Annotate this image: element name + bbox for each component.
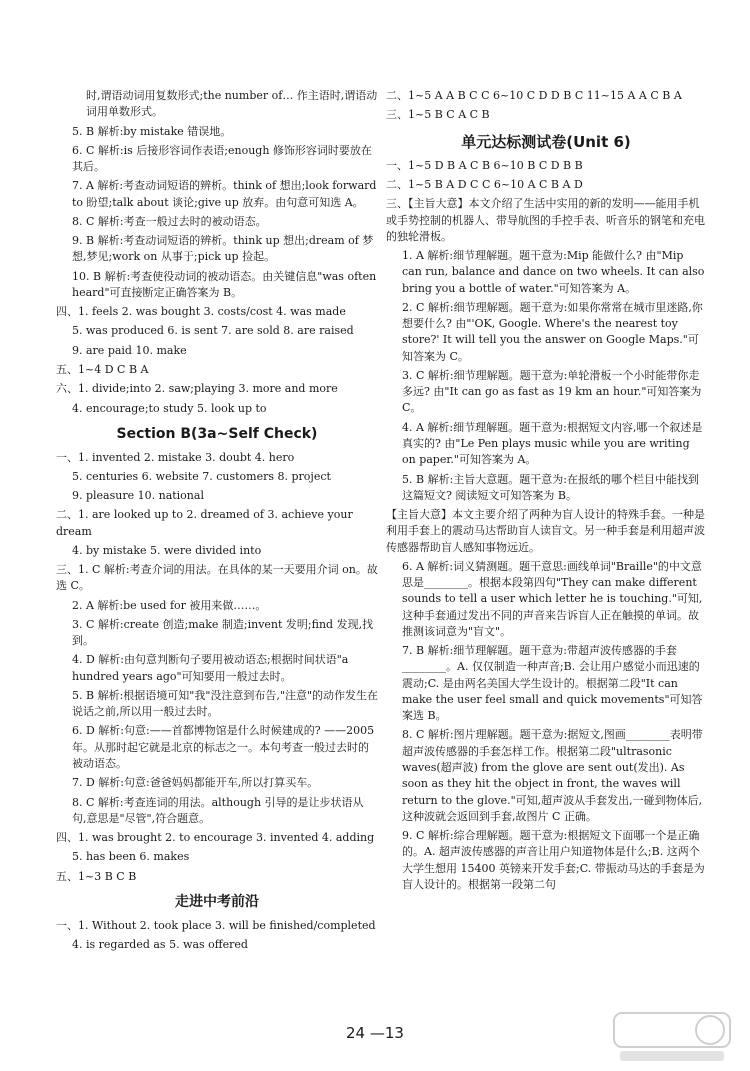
right-answer-line: 三、【主旨大意】本文介绍了生活中实用的新的发明——能用手机或手势控制的机器人、带导航图的手控手表、听音乐的钢笔和充电的独轮滑板。 bbox=[386, 197, 705, 243]
left-section-heading: 走进中考前沿 bbox=[175, 893, 259, 910]
right-answer-line: 三、1~5 B C A C B bbox=[386, 108, 490, 122]
right-answer-line: 8. C 解析:图片理解题。题干意为:据短文,图画________表明带超声波传感器的手套怎样工作。根据第二段"ultrasonic waves(超声波) from the glove are sent out(发出). As soon as they hit the object in front, the waves will return to the glove."可知,超声波从手套发出,一碰到物体后,这种波就会返回到手套,故图片 C 正确。 bbox=[402, 728, 703, 823]
right-answer-line: 二、1~5 A A B C C 6~10 C D D B C 11~15 A A C B A bbox=[386, 89, 682, 102]
left-answer-line: 一、1. invented 2. mistake 3. doubt 4. hero bbox=[56, 450, 295, 464]
page-number: 24 —13 bbox=[346, 1024, 404, 1042]
left-column bbox=[56, 88, 378, 956]
right-answer-line: 2. C 解析:细节理解题。题干意为:如果你常常在城市里迷路,你想要什么? 由"'OK, Google. Where's the nearest toy store?' It will tell you the answer on Google Maps."可知答案为 C。 bbox=[402, 300, 703, 363]
left-answer-line: 5. was produced 6. is sent 7. are sold 8. are raised bbox=[72, 324, 354, 338]
right-answer-line: 一、1~5 D B A C B 6~10 B C D B B bbox=[386, 158, 583, 172]
left-answer-line: 6. C 解析:is 后接形容词作表语;enough 修饰形容词时要放在其后。 bbox=[72, 143, 372, 174]
left-answer-line: 5. centuries 6. website 7. customers 8. project bbox=[72, 469, 331, 483]
left-answer-line: 10. B 解析:考查使役动词的被动语态。由关键信息"was often heard"可直接断定正确答案为 B。 bbox=[72, 269, 377, 299]
right-answer-line: 二、1~5 B A D C C 6~10 A C B A D bbox=[386, 177, 583, 191]
left-answer-line: 四、1. was brought 2. to encourage 3. invented 4. adding bbox=[56, 831, 375, 845]
right-column bbox=[386, 88, 706, 896]
right-answer-line: 5. B 解析:主旨大意题。题干意为:在报纸的哪个栏目中能找到这篇短文? 阅读短文可知答案为 B。 bbox=[402, 472, 699, 502]
left-answer-line: 二、1. are looked up to 2. dreamed of 3. achieve your dream bbox=[56, 508, 353, 538]
left-answer-line: 4. by mistake 5. were divided into bbox=[72, 543, 262, 557]
right-answer-line: 1. A 解析:细节理解题。题干意为:Mip 能做什么? 由"Mip can run, balance and dance on two wheels. It can also bring you a bottle of water."可知答案为 A。 bbox=[402, 249, 705, 295]
right-answer-line: 9. C 解析:综合理解题。题干意为:根据短文下面哪一个是正确的。A. 超声波传感器的声音让用户知道物体是什么;B. 这两个大学生想用 15400 英镑来开发手套;C. 带振动马达的手套是为盲人设计的。根据第一段第二句 bbox=[402, 829, 705, 891]
left-answer-line: 5. B 解析:by mistake 错误地。 bbox=[72, 124, 232, 138]
left-answer-line: 3. C 解析:create 创造;make 制造;invent 发明;find 发现,找到。 bbox=[72, 617, 374, 648]
left-answer-line: 5. B 解析:根据语境可知"我"没注意到布告,"注意"的动作发生在说话之前,所以用一般过去时。 bbox=[72, 688, 379, 719]
left-section-heading: Section B(3a~Self Check) bbox=[116, 425, 318, 442]
left-answer-line: 9. are paid 10. make bbox=[72, 343, 187, 357]
right-answer-line: 6. A 解析:词义猜测题。题干意思:画线单词"Braille"的中文意思是________。根据本段第四句"They can make different sounds to tell a user which letter he is touching."可知,这种手套通过发出不同的声音来告诉盲人正在触摸的单词。故推测该词意为"盲文"。 bbox=[402, 559, 703, 638]
left-answer-line: 五、1~4 D C B A bbox=[56, 362, 149, 376]
right-section-heading: 单元达标测试卷(Unit 6) bbox=[461, 132, 631, 151]
left-answer-line: 8. C 解析:考查一般过去时的被动语态。 bbox=[72, 214, 267, 228]
left-answer-line: 7. A 解析:考查动词短语的辨析。think of 想出;look forward to 盼望;talk about 谈论;give up 放弃。由句意可知选 A。 bbox=[72, 179, 377, 209]
left-answer-line: 三、1. C 解析:考查介词的用法。在具体的某一天要用介词 on。故选 C。 bbox=[56, 563, 378, 593]
right-answer-line: 7. B 解析:细节理解题。题干意为:带超声波传感器的手套________。A. 仅仅制造一种声音;B. 会让用户感觉小而迅速的震动;C. 是由两名美国大学生设计的。根据第二段"It can make the user feel small and quick movements"可知答案选 B。 bbox=[402, 644, 703, 723]
left-answer-line: 4. encourage;to study 5. look up to bbox=[72, 401, 267, 415]
left-answer-line: 5. has been 6. makes bbox=[72, 850, 190, 864]
right-answer-line: 4. A 解析:细节理解题。题干意为:根据短文内容,哪一个叙述是真实的? 由"Le Pen plays music while you are writing on paper."可知答案为 A。 bbox=[402, 420, 703, 467]
left-answer-line: 4. D 解析:由句意判断句子要用被动语态;根据时间状语"a hundred years ago"可知要用一般过去时。 bbox=[72, 653, 349, 683]
left-answer-line: 4. is regarded as 5. was offered bbox=[72, 937, 248, 951]
right-answer-line: 3. C 解析:细节理解题。题干意为:单轮滑板一个小时能带你走多远? 由"It can go as fast as 19 km an hour."可知答案为 C。 bbox=[402, 368, 702, 415]
left-answer-line: 9. pleasure 10. national bbox=[72, 489, 204, 503]
left-answer-line: 五、1~3 B C B bbox=[56, 869, 137, 883]
left-answer-line: 6. D 解析:句意:——首都博物馆是什么时候建成的? ——2005 年。从那时起它就是北京的标志之一。本句考查一般过去时的被动语态。 bbox=[72, 724, 375, 771]
watermark-logo-icon bbox=[612, 1009, 732, 1065]
left-answer-line: 六、1. divide;into 2. saw;playing 3. more and more bbox=[56, 382, 338, 396]
left-answer-line: 四、1. feels 2. was bought 3. costs/cost 4. was made bbox=[56, 305, 346, 319]
left-answer-line: 9. B 解析:考查动词短语的辨析。think up 想出;dream of 梦想,梦见;work on 从事于;pick up 捡起。 bbox=[72, 234, 374, 264]
right-answer-line: 【主旨大意】本文主要介绍了两种为盲人设计的特殊手套。一种是利用手套上的震动马达帮助盲人读盲文。另一种手套是利用超声波传感器帮助盲人感知事物远近。 bbox=[386, 508, 705, 554]
left-answer-line: 8. C 解析:考查连词的用法。although 引导的是让步状语从句,意思是"尽管",符合题意。 bbox=[72, 795, 364, 825]
left-answer-line: 2. A 解析:be used for 被用来做……。 bbox=[72, 598, 267, 612]
left-answer-line: 7. D 解析:句意:爸爸妈妈都能开车,所以打算买车。 bbox=[72, 776, 319, 790]
left-answer-line: 时,谓语动词用复数形式;the number of… 作主语时,谓语动词用单数形式。 bbox=[86, 89, 378, 119]
left-answer-line: 一、1. Without 2. took place 3. will be finished/completed bbox=[56, 918, 376, 932]
